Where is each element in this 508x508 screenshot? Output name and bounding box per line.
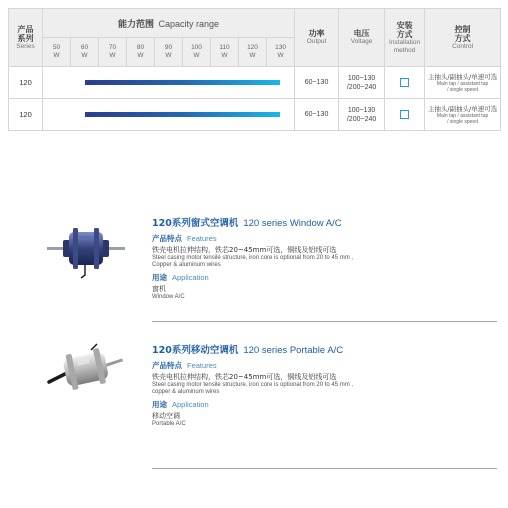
- series-value: 120: [9, 67, 43, 99]
- features-text-zh: 铁壳电机拉伸结构，铁芯20~45mm可选，铜线及铝线可选: [152, 246, 337, 254]
- capacity-range-cell: [43, 99, 295, 131]
- features-text-en: Steel casing motor tensile structure, iron core is optional from 20 to 45 mm ,: [152, 255, 354, 261]
- application-label: 用途 Application: [152, 400, 209, 409]
- capacity-col-70: 70 W: [99, 38, 127, 67]
- application-label: 用途 Application: [152, 273, 209, 282]
- features-text-en: Copper & aluminum wires: [152, 262, 221, 268]
- capacity-col-100: 100 W: [183, 38, 211, 67]
- output-header: 功率 Output: [295, 9, 339, 67]
- product-title: 120系列窗式空调机 120 series Window A/C: [152, 218, 342, 229]
- capacity-col-80: 80 W: [127, 38, 155, 67]
- capacity-col-130: 130 W: [267, 38, 295, 67]
- application-text-en: Window A/C: [152, 294, 185, 300]
- window-ac-motor-icon: [45, 220, 127, 280]
- capacity-range-cell: [43, 67, 295, 99]
- control-value: 主抽头/副抽头/单速可选 Main tap / assistant tap / single speed: [425, 99, 501, 131]
- spec-table: [8, 8, 501, 131]
- features-label: 产品特点 Features: [152, 234, 217, 243]
- capacity-col-110: 110 W: [211, 38, 239, 67]
- voltage-value: 100~130 /200~240: [339, 99, 385, 131]
- output-value: 60~130: [295, 99, 339, 131]
- installation-cell: [385, 99, 425, 131]
- portable-ac-motor-icon: [45, 340, 127, 400]
- capacity-col-60: 60 W: [71, 38, 99, 67]
- section-divider: [152, 468, 497, 469]
- capacity-range-bar: [85, 112, 280, 117]
- capacity-col-90: 90 W: [155, 38, 183, 67]
- features-text-en: Steel casing motor tensile structure, iron core is optional from 20 to 45 mm ,: [152, 382, 354, 388]
- series-value: 120: [9, 99, 43, 131]
- table-row: [9, 99, 501, 131]
- section-divider: [152, 321, 497, 322]
- application-text-en: Portable A/C: [152, 421, 186, 427]
- capacity-col-120: 120 W: [239, 38, 267, 67]
- installation-header: 安装 方式 Installation method: [385, 9, 425, 67]
- capacity-col-50: 50 W: [43, 38, 71, 67]
- product-title: 120系列移动空调机 120 series Portable A/C: [152, 345, 344, 356]
- table-row: [9, 67, 501, 99]
- application-text-zh: 窗机: [152, 285, 166, 293]
- series-header: 产品 系列 Series: [9, 9, 43, 67]
- voltage-header: 电压 Voltage: [339, 9, 385, 67]
- installation-cell: [385, 67, 425, 99]
- output-value: 60~130: [295, 67, 339, 99]
- features-text-zh: 铁壳电机拉伸结构，铁芯20~45mm可选，铜线及铝线可选: [152, 373, 337, 381]
- capacity-range-header: 能力范围 Capacity range: [43, 9, 295, 38]
- control-value: 主抽头/副抽头/单速可选 Main tap / assistant tap / single speed: [425, 67, 501, 99]
- installation-checkbox[interactable]: [400, 110, 409, 119]
- control-header: 控制 方式 Control: [425, 9, 501, 67]
- features-text-en: copper & aluminum wires: [152, 389, 220, 395]
- voltage-value: 100~130 /200~240: [339, 67, 385, 99]
- installation-checkbox[interactable]: [400, 78, 409, 87]
- application-text-zh: 移动空调: [152, 412, 180, 420]
- features-label: 产品特点 Features: [152, 361, 217, 370]
- capacity-range-bar: [85, 80, 280, 85]
